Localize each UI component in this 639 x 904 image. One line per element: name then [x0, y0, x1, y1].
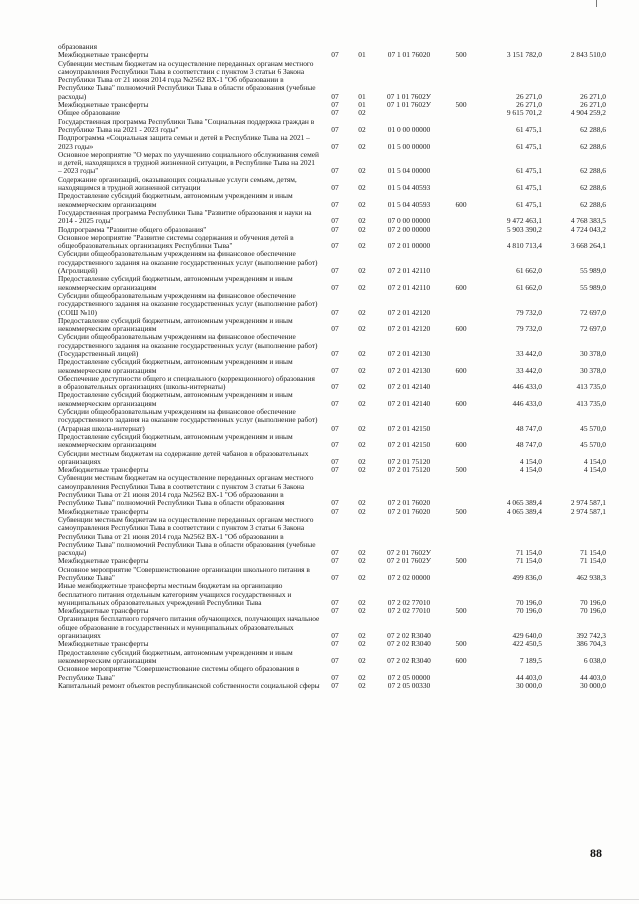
amount-2022-cell: 71 154,0: [516, 556, 542, 566]
subsection-cell: 02: [358, 166, 366, 176]
amount-2022-cell: 9 472 463,1: [506, 216, 542, 226]
row-name-cell: Субсидии общеобразовательным учреждениям на финансовое обеспечение государственного задания на оказание государственных услуг (выполнение работ) (Аграрная школа-интернат): [58, 407, 318, 433]
subsection-cell: 02: [358, 183, 366, 193]
amount-2023-cell: 62 288,6: [580, 124, 606, 134]
expense-type-cell: 600: [455, 398, 467, 408]
section-cell: 07: [331, 672, 339, 682]
row-name-cell: образования: [58, 42, 97, 51]
target-article-cell: 01 5 04 00000: [387, 166, 431, 176]
target-article-cell: 07 2 01 42110: [387, 266, 431, 276]
row-name-cell: Субвенции местным бюджетам на осуществление переданных органам местного самоуправления Республики Тыва в соответствии с пунктом 3 статьи 6 Закона Республики Тыва от 21 июня 2014 года №2562 ВХ-1 "Об образовании в Республике Тыва" полномочий Республики Тыва в области образования: [58, 473, 314, 508]
amount-2023-cell: 62 288,6: [580, 183, 606, 193]
table-row: [58, 333, 606, 358]
section-cell: 07: [331, 465, 339, 475]
target-article-cell: 07 2 01 76020: [387, 498, 431, 508]
amount-2022-cell: 4 154,0: [519, 456, 542, 466]
page-number: 88: [590, 846, 602, 860]
section-cell: 07: [331, 639, 339, 649]
row-name-cell: Субсидии общеобразовательным учреждениям на финансовое обеспечение государственного задания на оказание государственных услуг (выполнение работ) (Государственный лицей): [58, 332, 318, 358]
section-cell: 07: [331, 456, 339, 466]
table-row: [58, 665, 606, 682]
subsection-cell: 02: [358, 680, 366, 690]
section-cell: 07: [331, 216, 339, 226]
expense-type-cell: 500: [455, 556, 467, 566]
subsection-cell: 02: [358, 556, 366, 566]
row-name-cell: Подпрограмма "Развитие общего образования": [58, 224, 207, 234]
amount-2022-cell: 70 196,0: [516, 597, 542, 607]
subsection-cell: 02: [358, 199, 366, 209]
expense-type-cell: 600: [455, 199, 467, 209]
amount-2023-cell: 62 288,6: [580, 166, 606, 176]
section-cell: 07: [331, 166, 339, 176]
row-name-cell: Иные межбюджетные трансферты местным бюджетам на организацию бесплатного питания отдельным категориям учащихся государственных и муниципальных образовательных учреждений Республики Тыва: [58, 581, 292, 607]
target-article-cell: 07 1 01 76020: [387, 50, 431, 60]
row-name-cell: Межбюджетные трансферты: [58, 100, 149, 110]
amount-2023-cell: 30 378,0: [580, 365, 606, 375]
section-cell: 07: [331, 548, 339, 558]
target-article-cell: 07 2 01 7602У: [386, 556, 432, 566]
target-article-cell: 07 2 02 00000: [387, 573, 431, 582]
amount-2022-cell: 446 433,0: [512, 398, 542, 408]
section-cell: 07: [331, 680, 339, 690]
target-article-cell: 07 2 01 42150: [387, 440, 431, 450]
expense-type-cell: [444, 516, 478, 557]
target-article-cell: [374, 109, 444, 117]
subsection-cell: 02: [358, 672, 366, 682]
section-cell: 07: [331, 423, 339, 433]
row-name-cell: Субвенции местным бюджетам на осуществление переданных органам местного самоуправления Республики Тыва в соответствии с пунктом 3 статьи 6 Закона Республики Тыва от 21 июня 2014 года №2562 ВХ-1 "Об образовании в Республике Тыва" полномочий Республики Тыва в области образования (учебные расходы): [58, 514, 316, 558]
subsection-cell: 02: [358, 307, 366, 317]
expense-type-cell: [444, 234, 478, 251]
subsection-cell: 02: [358, 423, 366, 433]
expense-type-cell: [444, 566, 478, 583]
target-article-cell: 07 2 01 00000: [387, 241, 431, 251]
row-name-cell: Межбюджетные трансферты: [58, 506, 149, 516]
section-cell: 07: [331, 398, 339, 408]
amount-2022-cell: 71 154,0: [516, 548, 542, 558]
row-name-cell: Капитальный ремонт объектов республиканской собственности социальной сферы: [58, 680, 320, 690]
subsection-cell: 02: [358, 266, 366, 276]
row-name-cell: Основное мероприятие "Совершенствование системы общего образования в Республике Тыва": [58, 664, 300, 682]
expense-type-cell: [444, 682, 478, 690]
subsection-cell: 02: [358, 639, 366, 649]
amount-2023-cell: 44 403,0: [580, 672, 606, 682]
subsection-cell: 02: [358, 631, 366, 641]
target-article-cell: 07 2 05 00000: [387, 672, 431, 682]
amount-2023-cell: 70 196,0: [580, 606, 606, 616]
section-cell: 07: [331, 606, 339, 616]
amount-2022-cell: 61 475,1: [516, 199, 542, 209]
amount-2022-cell: 4 154,0: [519, 465, 542, 475]
expense-type-cell: 500: [455, 465, 467, 475]
row-name-cell: Межбюджетные трансферты: [58, 606, 149, 616]
table-row: [58, 450, 606, 467]
target-article-cell: 07 2 02 R3040: [387, 655, 431, 665]
target-article-cell: 07 2 01 75120: [387, 465, 431, 475]
amount-2022-cell: 26 271,0: [516, 100, 542, 110]
expense-type-cell: 600: [455, 282, 467, 292]
table-row: [58, 566, 606, 583]
amount-2022-cell: 446 433,0: [512, 382, 542, 392]
amount-2022-cell: 61 662,0: [516, 266, 542, 276]
subsection-cell: 02: [358, 573, 366, 582]
expense-type-cell: 500: [455, 639, 467, 649]
amount-2023-cell: 30 378,0: [580, 348, 606, 358]
section-cell: 07: [331, 282, 339, 292]
section-cell: 07: [331, 241, 339, 251]
amount-2023-cell: 72 697,0: [580, 324, 606, 334]
subsection-cell: 02: [358, 108, 366, 118]
target-article-cell: 07 2 01 42130: [387, 365, 431, 375]
target-article-cell: 07 2 02 R3040: [387, 639, 431, 649]
target-article-cell: 07 2 02 R3040: [387, 631, 431, 641]
expense-type-cell: 500: [455, 100, 467, 110]
amount-2023-cell: 462 938,3: [576, 573, 606, 582]
amount-2022-cell: 3 151 782,0: [506, 50, 542, 60]
expense-type-cell: [444, 151, 478, 176]
target-article-cell: 07 2 01 42130: [387, 348, 431, 358]
amount-2022-cell: 48 747,0: [516, 423, 542, 433]
row-name-cell: Основное мероприятие "О мерах по улучшению социального обслуживания семей и детей, находящихся в трудной жизненной ситуации, в Республике Тыва на 2021 – 2023 годы": [58, 149, 319, 176]
subsection-cell: 02: [358, 548, 366, 558]
expense-type-cell: 600: [455, 440, 467, 450]
section-cell: 07: [331, 108, 339, 118]
row-name-cell: Субвенции местным бюджетам на осуществление переданных органам местного самоуправления Республики Тыва в соответствии с пунктом 3 статьи 6 Закона Республики Тыва от 21 июня 2014 года №2562 ВХ-1 "Об образовании в Республике Тыва" полномочий Республики Тыва в области образования (учебные расходы): [58, 58, 316, 101]
amount-2023-cell: 4 904 259,2: [570, 108, 606, 118]
subsection-cell: 02: [358, 655, 366, 665]
table-row: [58, 134, 606, 151]
table-row: [58, 682, 606, 690]
amount-2022-cell: 61 475,1: [516, 183, 542, 193]
table-row: [58, 649, 606, 666]
subsection-cell: 02: [358, 382, 366, 392]
amount-2022-cell: 422 450,5: [512, 639, 542, 649]
row-name-cell: Предоставление субсидий бюджетным, автономным учреждениям и иным некоммерческим организациям: [58, 431, 293, 450]
subsection-cell: 01: [358, 100, 366, 110]
subsection-cell: 02: [358, 224, 366, 234]
section-cell: 07: [331, 100, 339, 110]
amount-2022-cell: 44 403,0: [516, 672, 542, 682]
row-name-cell: Предоставление субсидий бюджетным, автономным учреждениям и иным некоммерческим организациям: [58, 315, 293, 334]
amount-2022-cell: 70 196,0: [516, 606, 542, 616]
table-row: [58, 250, 606, 275]
section-cell: 07: [331, 91, 339, 101]
section-cell: 07: [331, 655, 339, 665]
subsection-cell: 02: [358, 465, 366, 475]
amount-2022-cell: 33 442,0: [516, 348, 542, 358]
amount-2022-cell: 48 747,0: [516, 440, 542, 450]
section-cell: 07: [331, 199, 339, 209]
section-cell: 07: [331, 382, 339, 392]
row-name-cell: Общее образование: [58, 108, 121, 118]
row-name-cell: Межбюджетные трансферты: [58, 465, 149, 475]
scan-edge-line: [0, 899, 639, 900]
section-cell: 07: [331, 224, 339, 234]
amount-2022-cell: 30 000,0: [516, 680, 542, 690]
subsection-cell: 02: [358, 365, 366, 375]
target-article-cell: 07 2 01 42150: [387, 423, 431, 433]
section-cell: 07: [331, 348, 339, 358]
expense-type-cell: [444, 209, 478, 226]
amount-2023-cell: 3 668 264,1: [570, 241, 606, 251]
amount-2023-cell: 30 000,0: [580, 680, 606, 690]
amount-2023-cell: 4 768 383,5: [570, 216, 606, 226]
amount-2023-cell: 413 735,0: [576, 398, 606, 408]
row-name-cell: Основное мероприятие "Развитие системы содержания и обучения детей в общеобразовательных организациях Республики Тыва": [58, 232, 294, 251]
amount-2023-cell: 55 989,0: [580, 266, 606, 276]
section-cell: 07: [331, 556, 339, 566]
amount-2022-cell: 499 836,0: [512, 573, 542, 582]
row-name-cell: Предоставление субсидий бюджетным, автономным учреждениям и иным некоммерческим организациям: [58, 357, 293, 375]
subsection-cell: 01: [358, 50, 366, 60]
table-row: [58, 474, 606, 507]
target-article-cell: 07 2 01 42140: [387, 382, 431, 392]
amount-2022-cell: 4 065 389,4: [506, 506, 542, 516]
amount-2022-cell: 26 271,0: [516, 91, 542, 101]
section-cell: 07: [331, 124, 339, 134]
row-name-cell: Предоставление субсидий бюджетным, автономным учреждениям и иным некоммерческим организациям: [58, 390, 293, 408]
target-article-cell: 07 2 01 42110: [387, 282, 431, 292]
amount-2023-cell: 4 154,0: [583, 465, 606, 475]
table-row: [58, 60, 606, 101]
table-row: [58, 375, 606, 392]
expense-type-cell: 500: [455, 606, 467, 616]
amount-2022-cell: 61 475,1: [516, 141, 542, 151]
row-name-cell: Обеспечение доступности общего и специального (коррекционного) образования в образовательных организациях (школы-интернаты): [58, 373, 315, 392]
target-article-cell: 07 2 01 7602У: [386, 548, 432, 558]
subsection-cell: 02: [358, 348, 366, 358]
table-row: [58, 192, 606, 209]
target-article-cell: 07 2 00 00000: [387, 224, 431, 234]
amount-2023-cell: 26 271,0: [580, 100, 606, 110]
expense-type-cell: [444, 375, 478, 392]
amount-2023-cell: 413 735,0: [576, 382, 606, 392]
expense-type-cell: [444, 226, 478, 234]
amount-2022-cell: 9 615 701,2: [506, 108, 542, 118]
row-name-cell: Предоставление субсидий бюджетным, автономным учреждениям и иным некоммерческим организациям: [58, 191, 293, 209]
table-row: [58, 408, 606, 433]
expense-type-cell: [444, 176, 478, 193]
budget-table-body: [58, 43, 606, 690]
amount-2022-cell: 4 810 713,4: [506, 241, 542, 251]
amount-2023-cell: 62 288,6: [580, 199, 606, 209]
target-article-cell: 07 2 01 42140: [387, 398, 431, 408]
amount-2022-cell: 79 732,0: [516, 324, 542, 334]
amount-2022-cell: 61 662,0: [516, 282, 542, 292]
amount-2022-cell: 5 903 390,2: [506, 224, 542, 234]
subsection-cell: 02: [358, 282, 366, 292]
table-row: [58, 516, 606, 557]
subsection-cell: 02: [358, 597, 366, 607]
subsection-cell: 02: [358, 324, 366, 334]
row-name-cell: Субсидии общеобразовательным учреждениям на финансовое обеспечение государственного задания на оказание государственных услуг (выполнение работ) (СОШ №10): [58, 290, 318, 317]
subsection-cell: 02: [358, 141, 366, 151]
section-cell: 07: [331, 631, 339, 641]
subsection-cell: 02: [358, 498, 366, 508]
subsection-cell: 02: [358, 216, 366, 226]
table-row: [58, 176, 606, 193]
amount-2023-cell: 70 196,0: [580, 597, 606, 607]
row-name-cell: Предоставление субсидий бюджетным, автономным учреждениям и иным некоммерческим организациям: [58, 647, 293, 665]
expense-type-cell: [444, 109, 478, 117]
expense-type-cell: [444, 408, 478, 433]
table-row: [58, 582, 606, 607]
amount-2022-cell: 61 475,1: [516, 166, 542, 176]
section-cell: 07: [331, 324, 339, 334]
table-row: [58, 209, 606, 226]
subsection-cell: 02: [358, 124, 366, 134]
amount-2023-cell: 392 742,3: [576, 631, 606, 641]
row-name-cell: Межбюджетные трансферты: [58, 556, 149, 566]
section-cell: 07: [331, 498, 339, 508]
section-cell: 07: [331, 597, 339, 607]
amount-2023-cell: 55 989,0: [580, 282, 606, 292]
target-article-cell: 01 5 04 40593: [387, 199, 431, 209]
section-cell: 07: [331, 506, 339, 516]
amount-2023-cell: 45 570,0: [580, 423, 606, 433]
target-article-cell: 01 0 00 00000: [387, 124, 431, 134]
section-cell: 07: [331, 307, 339, 317]
target-article-cell: 07 1 01 7602У: [386, 91, 432, 101]
expense-type-cell: [444, 118, 478, 135]
amount-2023-cell: 2 974 587,1: [570, 498, 606, 508]
subsection-cell: 02: [358, 398, 366, 408]
row-name-cell: Государственная программа Республики Тыва "Социальная поддержка граждан в Республике Тыва на 2021 - 2023 годы": [58, 116, 315, 134]
section-cell: 07: [331, 266, 339, 276]
target-article-cell: 07 2 01 42120: [387, 324, 431, 334]
row-name-cell: Подпрограмма «Социальная защита семьи и детей в Республике Тыва на 2021 – 2023 годы»: [58, 133, 310, 151]
amount-2022-cell: 79 732,0: [516, 307, 542, 317]
section-cell: 07: [331, 50, 339, 60]
expense-type-cell: 500: [455, 50, 467, 60]
subsection-cell: 02: [358, 606, 366, 616]
amount-2022-cell: 61 475,1: [516, 124, 542, 134]
expense-type-cell: [444, 665, 478, 682]
target-article-cell: 07 2 01 42120: [387, 307, 431, 317]
budget-table: [58, 43, 606, 690]
section-cell: 07: [331, 141, 339, 151]
expense-type-cell: [444, 333, 478, 358]
amount-2023-cell: 4 724 043,2: [570, 224, 606, 234]
target-article-cell: 01 5 00 00000: [387, 141, 431, 151]
target-article-cell: 07 2 02 77010: [387, 597, 431, 607]
subsection-cell: 01: [358, 91, 366, 101]
amount-2023-cell: 71 154,0: [580, 548, 606, 558]
table-row: [58, 275, 606, 292]
row-name-cell: Субсидии местным бюджетам на содержание детей чабанов в образовательных организациях: [58, 448, 309, 466]
target-article-cell: 07 2 01 75120: [387, 456, 431, 466]
amount-2023-cell: 72 697,0: [580, 307, 606, 317]
section-cell: 07: [331, 440, 339, 450]
section-cell: 07: [331, 183, 339, 193]
amount-2022-cell: 4 065 389,4: [506, 498, 542, 508]
expense-type-cell: 600: [455, 365, 467, 375]
target-article-cell: 07 1 01 7602У: [386, 100, 432, 110]
row-name-cell: Содержание организаций, оказывающих социальные услуги семьям, детям, находящимся в трудной жизненной ситуации: [58, 174, 297, 193]
target-article-cell: 07 2 02 77010: [387, 606, 431, 616]
amount-2022-cell: 7 189,5: [519, 655, 542, 665]
table-row: [58, 234, 606, 251]
expense-type-cell: [444, 615, 478, 640]
row-name-cell: Предоставление субсидий бюджетным, автономным учреждениям и иным некоммерческим организациям: [58, 274, 293, 292]
amount-2023-cell: 62 288,6: [580, 141, 606, 151]
expense-type-cell: 500: [455, 506, 467, 516]
amount-2023-cell: 386 704,3: [576, 639, 606, 649]
expense-type-cell: 600: [455, 655, 467, 665]
amount-2023-cell: 26 271,0: [580, 91, 606, 101]
subsection-cell: 02: [358, 440, 366, 450]
expense-type-cell: [444, 474, 478, 507]
row-name-cell: Организация бесплатного горячего питания обучающихся, получающих начальное общее образование в государственных и муниципальных образовательных организациях: [58, 614, 320, 641]
table-row: [58, 433, 606, 450]
expense-type-cell: [444, 292, 478, 317]
amount-2023-cell: 6 038,0: [583, 655, 606, 665]
row-name-cell: Государственная программа Республики Тыва "Развитие образования и науки на 2014 - 2025 годы": [58, 207, 312, 226]
subsection-cell: 02: [358, 456, 366, 466]
table-row: [58, 118, 606, 135]
amount-2022-cell: 33 442,0: [516, 365, 542, 375]
table-row: [58, 317, 606, 334]
table-row: [58, 615, 606, 640]
expense-type-cell: [444, 582, 478, 607]
target-article-cell: 07 2 05 00330: [387, 680, 431, 690]
table-row: [58, 358, 606, 375]
expense-type-cell: [444, 134, 478, 151]
scan-mark: [596, 0, 597, 7]
amount-2022-cell: 429 640,0: [512, 631, 542, 641]
amount-2023-cell: 71 154,0: [580, 556, 606, 566]
row-name-cell: Основное мероприятие "Совершенствование организации школьного питания в Республике Тыва": [58, 564, 310, 582]
subsection-cell: 02: [358, 506, 366, 516]
section-cell: 07: [331, 365, 339, 375]
row-name-cell: Межбюджетные трансферты: [58, 50, 149, 60]
section-cell: 07: [331, 573, 339, 582]
amount-2023-cell: 2 843 510,0: [570, 50, 606, 60]
amount-2023-cell: 45 570,0: [580, 440, 606, 450]
expense-type-cell: [444, 250, 478, 275]
target-article-cell: 07 2 01 76020: [387, 506, 431, 516]
row-name-cell: Субсидии общеобразовательным учреждениям на финансовое обеспечение государственного задания на оказание государственных услуг (выполнение работ) (Агролицей): [58, 249, 318, 276]
table-row: [58, 151, 606, 176]
expense-type-cell: [444, 60, 478, 101]
target-article-cell: 07 0 00 00000: [387, 216, 431, 226]
subsection-cell: 02: [358, 241, 366, 251]
row-name-cell: Межбюджетные трансферты: [58, 639, 149, 649]
amount-2023-cell: 4 154,0: [583, 456, 606, 466]
table-row: [58, 391, 606, 408]
target-article-cell: 01 5 04 40593: [387, 183, 431, 193]
expense-type-cell: [444, 450, 478, 467]
table-row: [58, 292, 606, 317]
expense-type-cell: 600: [455, 324, 467, 334]
amount-2023-cell: 2 974 587,1: [570, 506, 606, 516]
